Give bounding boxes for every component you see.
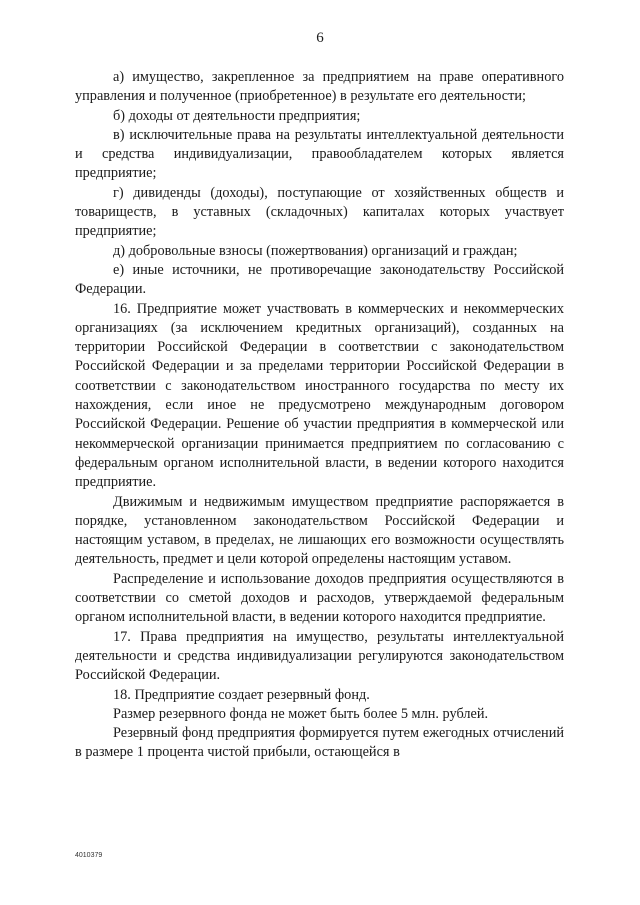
paragraph-item-v: в) исключительные права на результаты интеллектуальной деятельности и средства индивидуализации, правообладателем которых является предприятие; [75, 126, 564, 182]
paragraph-property-disposal: Движимым и недвижимым имуществом предприятие распоряжается в порядке, установленном законодательством Российской Федерации и настоящим уставом, в пределах, не лишающих его возможности осуществлять деятельность, предмет и цели которой определены настоящим уставом. [75, 493, 564, 568]
paragraph-income-distribution: Распределение и использование доходов предприятия осуществляются в соответствии со сметой доходов и расходов, утверждаемой федеральным органом исполнительной власти, в ведении которого находится предприятие. [75, 570, 564, 626]
document-body [75, 68, 564, 763]
paragraph-clause-18: 18. Предприятие создает резервный фонд. [113, 686, 370, 703]
paragraph-item-b: б) доходы от деятельности предприятия; [113, 107, 361, 124]
paragraph-item-d: д) добровольные взносы (пожертвования) организаций и граждан; [113, 242, 518, 259]
paragraph-reserve-size: Размер резервного фонда не может быть более 5 млн. рублей. [113, 705, 489, 722]
page-number: 6 [316, 30, 324, 46]
paragraph-clause-17: 17. Права предприятия на имущество, результаты интеллектуальной деятельности и средства индивидуализации регулируются законодательством Российской Федерации. [75, 628, 564, 684]
paragraph-item-g: г) дивиденды (доходы), поступающие от хозяйственных обществ и товариществ, в уставных (складочных) капиталах которых участвует предприятие; [75, 184, 564, 240]
paragraph-item-a: а) имущество, закрепленное за предприятием на праве оперативного управления и полученное (приобретенное) в результате его деятельности; [75, 69, 564, 105]
document-code: 4010379 [75, 852, 103, 859]
paragraph-item-e: е) иные источники, не противоречащие законодательству Российской Федерации. [75, 261, 564, 298]
paragraph-reserve-formation: Резервный фонд предприятия формируется путем ежегодных отчислений в размере 1 процента чистой прибыли, остающейся в [75, 725, 564, 761]
paragraph-clause-16: 16. Предприятие может участвовать в коммерческих и некоммерческих организациях (за исключением кредитных организаций), созданных на территории Российской Федерации в соответствии с законодательством Российской Федерации и за пределами территории Российской Федерации в соответствии с законодательством иностранного государства по месту их нахождения, если иное не предусмотрено международным договором Российской Федерации. Решение об участии предприятия в коммерческой или некоммерческой организации принимается предприятием по согласованию с федеральным органом исполнительной власти, в ведении которого находится предприятие. [75, 300, 564, 491]
